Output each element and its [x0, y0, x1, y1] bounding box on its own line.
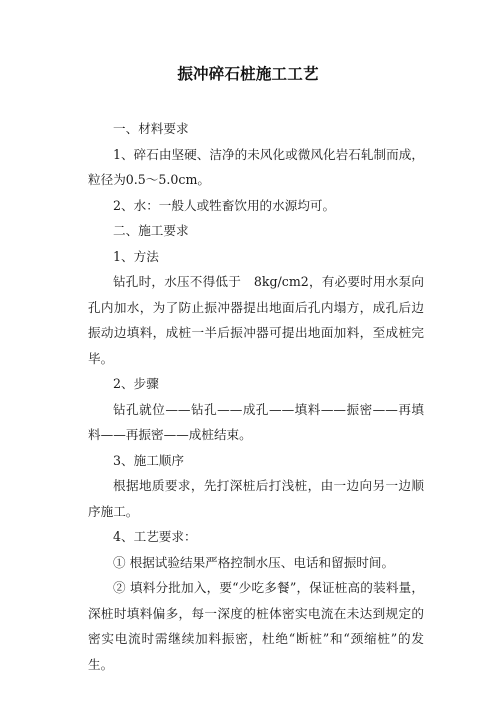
- paragraph-process-1: ① 根据试验结果严格控制水压、电话和留振时间。: [113, 554, 395, 570]
- subheading-process: 4、工艺要求：: [113, 529, 197, 544]
- paragraph-water: 2、水：一般人或牲畜饮用的水源均可。: [113, 197, 336, 213]
- section-heading-materials: 一、材料要求: [113, 121, 189, 136]
- paragraph-order: 根据地质要求，先打深桩后打浅桩，由一边向另一边顺序施工。: [88, 478, 424, 519]
- subheading-method: 1、方法: [113, 248, 159, 264]
- paragraph-process-2: ② 填料分批加入，要“少吃多餐”，保证桩高的装料量，深桩时填料偏多，每一深度的桩体密实电流在未达到规定的密实电流时需继续加料振密，杜绝“断桩”和“颈缩桩”的发生。: [88, 580, 424, 672]
- subheading-steps: 2、步骤: [113, 376, 159, 391]
- document-title: 振冲碎石桩施工工艺: [177, 65, 319, 83]
- paragraph-gravel: 1、碎石由坚硬、洁净的未风化或微风化岩石轧制而成，粒径为0.5～5.0cm。: [88, 146, 424, 187]
- section-heading-construction: 二、施工要求: [113, 223, 189, 238]
- subheading-order: 3、施工顺序: [113, 452, 184, 468]
- document-body: [88, 116, 424, 677]
- paragraph-steps: 钻孔就位——钻孔——成孔——填料——振密——再填料——再振密——成桩结束。: [88, 401, 424, 442]
- paragraph-method: 钻孔时，水压不得低于 8kg/cm2，有必要时用水泵向孔内加水，为了防止振冲器提出地面后孔内塌方，成孔后边振动边填料，成桩一半后振冲器可提出地面加料，至成桩完毕。: [88, 274, 424, 366]
